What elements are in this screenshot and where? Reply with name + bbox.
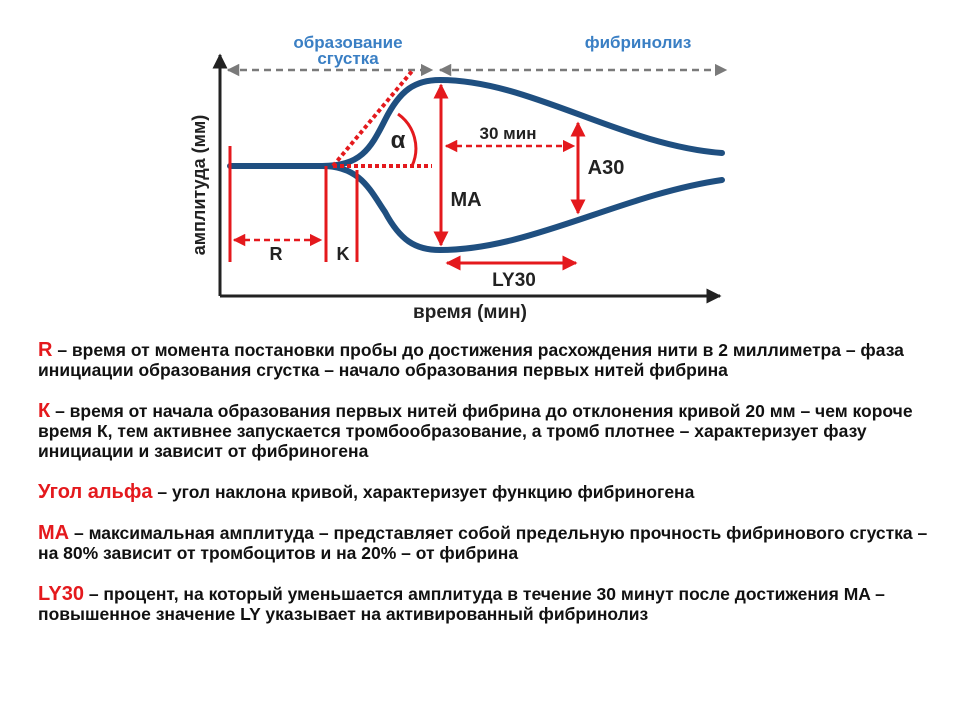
legend-term: MA	[38, 522, 70, 544]
k-label: K	[336, 244, 350, 264]
legend-text: – время от начала образования первых нитей фибрина до отклонения кривой 20 мм – чем короче время К, тем активнее запускается тромбообразование, а тромб плотнее – характеризует фазу инициации и зависит от фибриногена	[38, 401, 913, 461]
legend-term: К	[38, 400, 51, 422]
legend-term: Угол альфа	[38, 481, 153, 503]
curve-upper	[230, 80, 722, 166]
legend-text: – время от момента постановки пробы до достижения расхождения нити в 2 миллиметра – фаза инициации образования сгустка – начало образования первых нитей фибрина	[38, 340, 904, 380]
legend-text: – угол наклона кривой, характеризует функцию фибриногена	[152, 482, 695, 502]
legend-item-k	[38, 401, 938, 461]
phase-fibrinolysis-label: фибринолиз	[584, 33, 692, 52]
legend-text: – максимальная амплитуда – представляет собой предельную прочность фибринового сгустка – на 80% зависит от тромбоцитов и на 20% – от фибрина	[38, 523, 928, 563]
phase-clot-label-line2: сгустка	[317, 49, 379, 68]
legend-term: R	[38, 339, 53, 361]
alpha-label: α	[390, 127, 406, 154]
legend-item-r	[38, 340, 938, 380]
thirty-min-label: 30 мин	[479, 124, 537, 143]
legend-item-alpha	[38, 482, 938, 502]
legend-text: – процент, на который уменьшается амплитуда в течение 30 минут после достижения MA – повышенное значение LY указывает на активированный фибринолиз	[38, 584, 885, 624]
a30-label: A30	[587, 157, 625, 179]
legend-item-ly30	[38, 584, 938, 624]
thromboelastogram-diagram	[0, 0, 960, 335]
phase-clot-label-line1: образование	[293, 33, 403, 52]
legend-item-ma	[38, 523, 938, 563]
y-axis-label: амплитуда (мм)	[189, 114, 209, 256]
legend-term: LY30	[38, 583, 84, 605]
ma-label: MA	[450, 189, 482, 211]
legend	[38, 340, 938, 645]
ly30-label: LY30	[492, 270, 536, 291]
curve-lower	[322, 166, 722, 250]
r-label: R	[269, 244, 283, 264]
x-axis-label: время (мин)	[413, 302, 527, 323]
